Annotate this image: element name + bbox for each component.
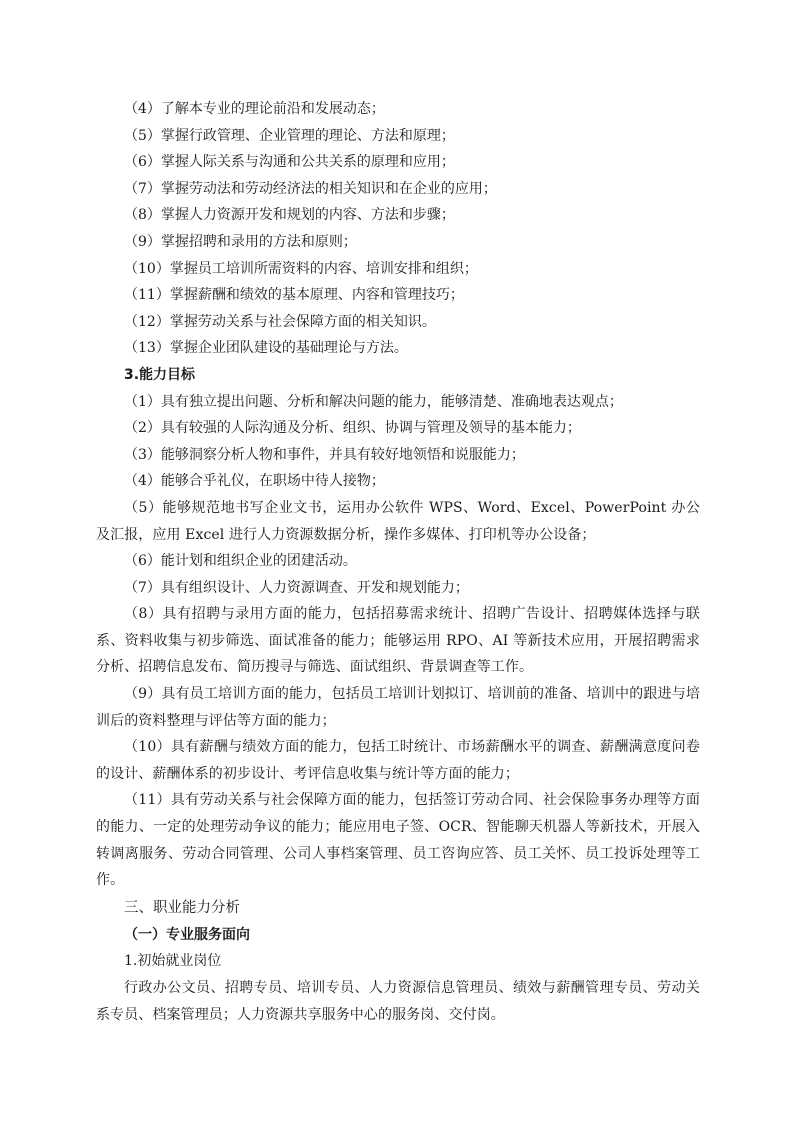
ability-item-1: （1）具有独立提出问题、分析和解决问题的能力，能够清楚、准确地表达观点； [124,393,623,410]
knowledge-item-6: （6）掌握人际关系与沟通和公共关系的原理和应用； [124,154,455,171]
ability-item-8: （8）具有招聘与录用方面的能力，包括招募需求统计、招聘广告设计、招聘媒体选择与联系、资料收集与初步筛选、面试准备的能力；能够运用 RPO、AI 等新技术应用，开展招聘需求分析、招聘信息发布、简历搜寻与筛选、面试组织、背景调查等工作。 [96,606,700,676]
ability-item-6: （6）能计划和组织企业的团建活动。 [124,553,357,570]
ability-item-7: （7）具有组织设计、人力资源调查、开发和规划能力； [124,579,469,596]
knowledge-item-8: （8）掌握人力资源开发和规划的内容、方法和步骤； [124,207,455,224]
ability-item-10: （10）具有薪酬与绩效方面的能力，包括工时统计、市场薪酬水平的调查、薪酬满意度问卷的设计、薪酬体系的初步设计、考评信息收集与统计等方面的能力； [96,739,700,782]
knowledge-item-7: （7）掌握劳动法和劳动经济法的相关知识和在企业的应用； [124,180,497,197]
ability-item-2: （2）具有较强的人际沟通及分析、组织、协调与管理及领导的基本能力； [124,420,581,437]
knowledge-item-11: （11）掌握薪酬和绩效的基本原理、内容和管理技巧； [124,287,464,304]
ability-item-11: （11）具有劳动关系与社会保障方面的能力，包括签订劳动合同、社会保险事务办理等方面的能力、一定的处理劳动争议的能力；能应用电子签、OCR、智能聊天机器人等新技术，开展入转调离服务、劳动合同管理、公司人事档案管理、员工咨询应答、员工关怀、员工投诉处理等工作。 [96,792,700,889]
positions-text: 行政办公文员、招聘专员、培训专员、人力资源信息管理员、绩效与薪酬管理专员、劳动关系专员、档案管理员；人力资源共享服务中心的服务岗、交付岗。 [96,980,700,1023]
sub-item-title: 1.初始就业岗位 [124,953,222,970]
ability-heading: 3.能力目标 [124,366,196,383]
knowledge-item-4: （4）了解本专业的理论前沿和发展动态； [124,101,385,117]
ability-item-4: （4）能够合乎礼仪，在职场中待人接物； [124,473,385,490]
knowledge-item-13: （13）掌握企业团队建设的基础理论与方法。 [124,340,408,357]
knowledge-item-5: （5）掌握行政管理、企业管理的理论、方法和原理； [124,127,455,144]
knowledge-item-10: （10）掌握员工培训所需资料的内容、培训安排和组织； [124,260,478,277]
knowledge-item-9: （9）掌握招聘和录用的方法和原则； [124,233,357,250]
document-page [96,96,700,1028]
ability-item-9: （9）具有员工培训方面的能力，包括员工培训计划拟订、培训前的准备、培训中的跟进与培训后的资料整理与评估等方面的能力； [96,686,700,729]
subsection-title: （一）专业服务面向 [124,926,250,943]
ability-item-5: （5）能够规范地书写企业文书，运用办公软件 WPS、Word、Excel、PowerPoint 办公及汇报，应用 Excel 进行人力资源数据分析，操作多媒体、打印机等办公设备； [96,499,700,543]
knowledge-item-12: （12）掌握劳动关系与社会保障方面的相关知识。 [124,313,436,330]
section-title: 三、职业能力分析 [124,899,240,916]
ability-item-3: （3）能够洞察分析人物和事件，并具有较好地领悟和说服能力； [124,446,525,463]
